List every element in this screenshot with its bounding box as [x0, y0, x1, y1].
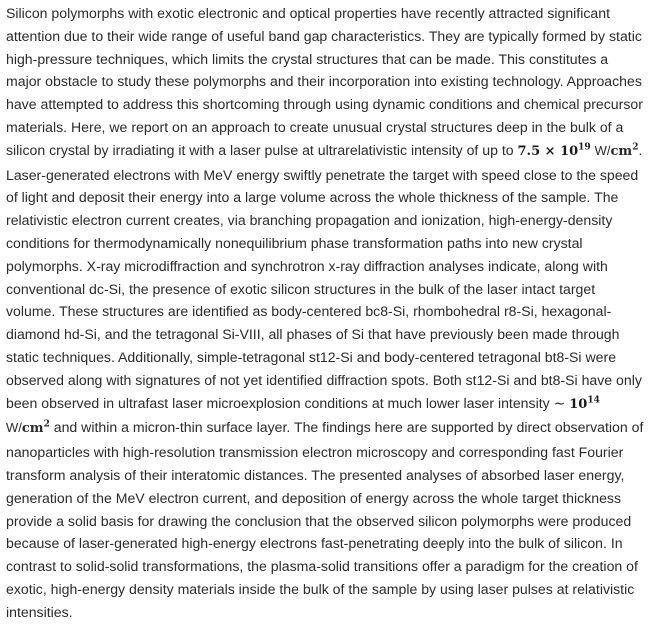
unit-exponent: 2 — [632, 142, 639, 153]
abstract-segment-3: and within a micron-thin surface layer. The findings here are supported by direct observation of nanoparticles with high-resolution transmission electron microscopy and corresponding fast Fourier transform analysis of their interatomic distances. The presented analyses of absorbed laser energy, generation of the MeV electron current, and deposition of energy across the whole target thickness provide a solid basis for drawing the conclusion that the observed silicon polymorphs were produced because of laser-generated high-energy electrons fast-penetrating deeply into the bulk of silicon. In contrast to solid-solid transformations, the plasma-solid transitions offer a paradigm for the creation of exotic, high-energy density materials inside the bulk of the sample by using laser pulses at relativistic intensities. — [6, 419, 644, 620]
unit-w-2: W/ — [6, 420, 22, 436]
intensity-2-exponent: 14 — [587, 395, 600, 406]
intensity-unit-1 — [595, 143, 639, 158]
intensity-value-2 — [569, 397, 600, 412]
approx-symbol: ∼ — [553, 395, 566, 412]
unit-w: W/ — [594, 142, 611, 158]
intensity-value-1 — [518, 144, 591, 159]
intensity-1-mantissa: 7.5 × 10 — [517, 143, 579, 159]
unit-cm-2: cm — [21, 421, 44, 437]
abstract-segment-2: . Laser-generated electrons with MeV energy swiftly penetrate the target with speed close to the speed of light and deposit their energy into a large volume across the whole thickness of the sample. The relativistic electron current creates, via branching propagation and ionization, high-energy-density conditions for thermodynamically nonequilibrium phase transformation paths into new crystal polymorphs. X-ray microdiffraction and synchrotron x-ray diffraction analyses indicate, along with conventional dc-Si, the presence of exotic silicon structures in the bulk of the laser intact target volume. These structures are identified as body-centered bc8-Si, rhombohedral r8-Si, hexagonal-diamond hd-Si, and the tetragonal Si-VIII, all phases of Si that have previously been made through static techniques. Additionally, simple-tetragonal st12-Si and body-centered tetragonal bt8-Si were observed along with signatures of not yet identified diffraction spots. Both st12-Si and bt8-Si have only been observed in ultrafast laser microexplosion conditions at much lower laser intensity — [6, 141, 643, 411]
unit-cm: cm — [610, 143, 633, 159]
abstract-paragraph — [6, 2, 647, 624]
intensity-1-exponent: 19 — [578, 142, 591, 153]
intensity-unit-2 — [6, 420, 50, 435]
intensity-2-mantissa: 10 — [569, 396, 588, 412]
unit-exponent-2: 2 — [43, 420, 50, 431]
abstract-segment-1: Silicon polymorphs with exotic electronic and optical properties have recently attracted significant attention due to their wide range of useful band gap characteristics. They are typically formed by static high-pressure techniques, which limits the crystal structures that can be made. This constitutes a major obstacle to study these polymorphs and their incorporation into existing technology. Approaches have attempted to address this shortcoming through using dynamic conditions and chemical precursor materials. Here, we report on an approach to create unusual crystal structures deep in the bulk of a silicon crystal by irradiating it with a laser pulse at ultrarelativistic intensity of up to — [6, 5, 643, 158]
